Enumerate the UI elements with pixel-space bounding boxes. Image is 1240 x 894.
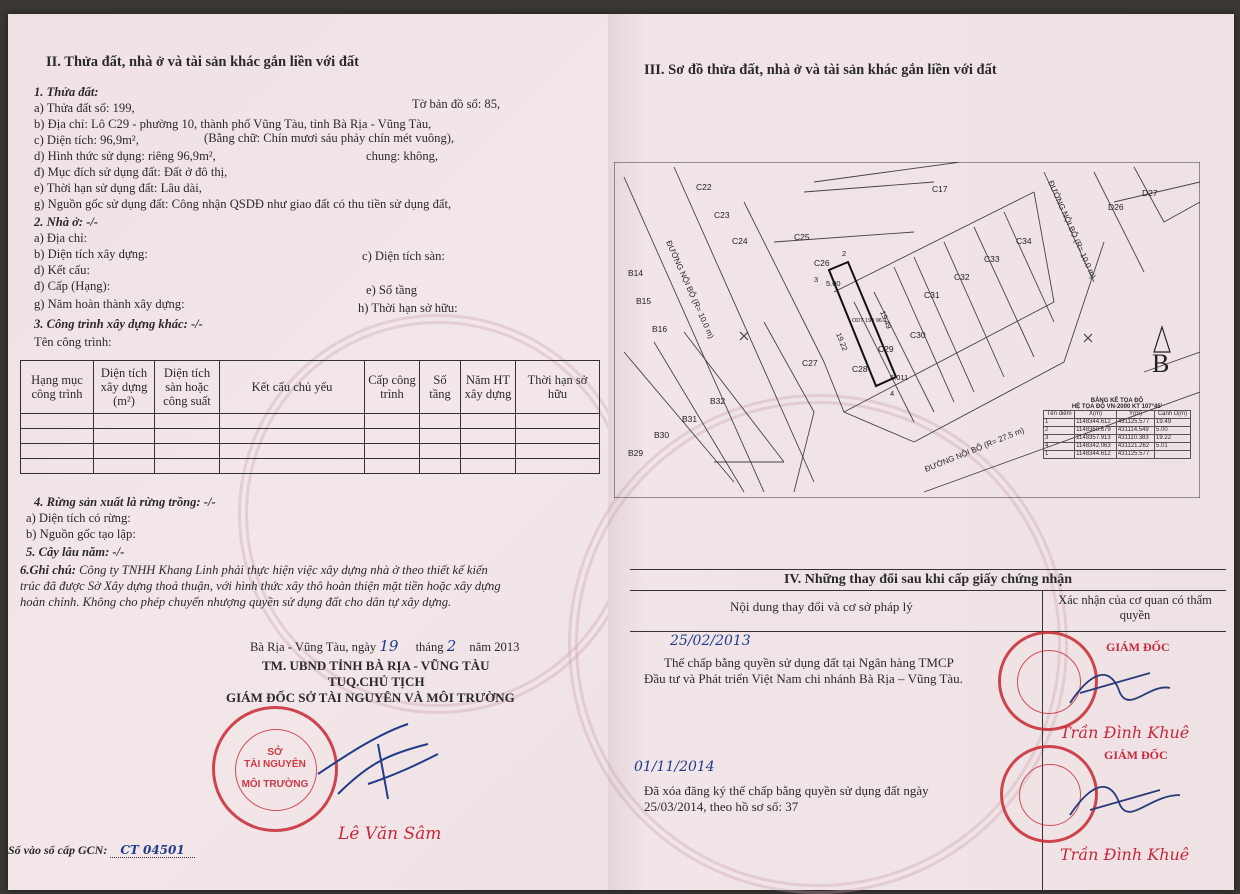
lot-d26: D26 [1108,202,1124,212]
s2-c: c) Diện tích sàn: [362,249,445,263]
section3-title: III. Sơ đồ thửa đất, nhà ở và tài sản khác gắn liền với đất [644,62,997,78]
stamp-text-1: SỞ [267,747,283,758]
lot-c27: C27 [802,358,818,368]
gcn-label: Số vào sổ cấp GCN: [8,843,108,857]
sign-line2: TUQ.CHỦ TỊCH [328,674,425,689]
coord-cell: 1148344.612 [1075,419,1117,427]
gcn-value: CT 04501 [110,843,194,858]
lot-c24: C24 [732,236,748,246]
coord-cell: 431114.549 [1116,427,1154,435]
lot-c31: C31 [924,290,940,300]
coord-subtitle: HỆ TỌA ĐỘ VN-2000 KT 107°45' [1071,404,1163,410]
lot-c26: C26 [814,258,830,268]
table-row [21,429,600,444]
s2-dd: đ) Cấp (Hạng): [34,279,111,293]
lot-b14: B14 [628,268,644,278]
north-arrow [1152,327,1170,378]
stamp-text-2: TÀI NGUYÊN [244,759,306,770]
s6-note-line1 [20,562,488,578]
entry2-date: 01/11/2014 [634,759,715,775]
s2-g: g) Năm hoàn thành xây dựng: [34,297,185,311]
th-item: Hạng mục công trình [21,361,94,414]
svg-text:4: 4 [890,389,895,398]
s1-a: a) Thửa đất số: 199, [34,101,135,115]
lot-b31: B31 [682,414,698,424]
entry2-title: GIÁM ĐỐC [1104,748,1168,762]
lot-c34: C34 [1016,236,1032,246]
coord-h-point: Tên điểm [1044,411,1075,419]
s6-line1: Công ty TNHH Khang Linh phải thực hiện việc xây dựng nhà ở theo thiết kế kiến [75,563,488,577]
dim-bottom: 5.01 [890,373,905,382]
th-build-area: Diện tích xây dựng (m²) [94,361,155,414]
lot-b15: B15 [636,296,652,306]
coord-cell: 2 [1044,427,1075,435]
coord-cell: 3 [1044,435,1075,443]
coord-cell: 5.01 [1155,443,1191,451]
coord-cell: 19.22 [1155,435,1191,443]
lot-c30: C30 [910,330,926,340]
th-floors: Số tầng [420,361,461,414]
s3-name: Tên công trình: [34,335,112,349]
s1-c: c) Diện tích: 96,9m², [34,133,139,147]
left-page [8,14,608,890]
dim-top: 5.00 [826,279,841,288]
entry1-text2: Đầu tư và Phát triển Việt Nam chi nhánh Bà Rịa – Vũng Tàu. [644,671,963,686]
entry1-text1: Thế chấp bằng quyền sử dụng đất tại Ngân hàng TMCP [664,655,954,670]
lot-c23: C23 [714,210,730,220]
date-year: năm 2013 [469,640,520,654]
lot-c32: C32 [954,272,970,282]
lot-c28: C28 [852,364,868,374]
th-ownership: Thời hạn sở hữu [516,361,600,414]
coord-cell: 1 [1044,451,1075,459]
coord-cell: 431125.577 [1116,419,1154,427]
table-row [1044,427,1191,435]
coord-cell: 431110.383 [1116,435,1154,443]
svg-text:2: 2 [842,249,847,258]
structures-table [20,360,600,474]
svg-text:1: 1 [904,373,909,382]
dim-left: 19.22 [834,331,850,353]
road-label-2: ĐƯỜNG NỘI BỘ (R= 10.0 m) [1046,179,1098,280]
col2-header: Xác nhận của cơ quan có thẩm quyền [1058,593,1212,622]
s2-e: e) Số tầng [366,283,418,297]
table-row [1044,443,1191,451]
certificate-paper [8,14,1234,890]
issue-date [250,638,519,655]
signer-name: Lê Văn Sâm [338,824,442,844]
coord-h-y: Y(m) [1116,411,1154,419]
date-month-label: tháng [415,640,444,654]
parcel-label: ODT 199 96.9 [852,318,887,324]
s6-label: 6.Ghi chú: [20,563,76,577]
s2-a: a) Địa chỉ: [34,231,88,245]
coord-h-d: Cạnh D(m) [1155,411,1191,419]
table-row [1044,451,1191,459]
coord-cell: 1148357.913 [1075,435,1117,443]
entry1-name: Trần Đình Khuê [1060,723,1190,742]
s1-d: d) Hình thức sử dụng: riêng 96,9m², [34,149,216,163]
entry2-text1: Đã xóa đăng ký thế chấp bằng quyền sử dụng đất ngày [644,783,929,798]
s2-b: b) Diện tích xây dựng: [34,247,148,261]
lot-c22: C22 [696,182,712,192]
s1-b: b) Địa chỉ: Lô C29 - phường 10, thành phố Vũng Tàu, tỉnh Bà Rịa - Vũng Tàu, [34,117,432,131]
coord-cell: 5.00 [1155,427,1191,435]
coord-cell: 431121.262 [1116,443,1154,451]
s3-title: 3. Công trình xây dựng khác: -/- [34,317,203,331]
s1-c-words: (Bằng chữ: Chín mươi sáu phảy chín mét vuông), [204,131,455,145]
lot-d27: D27 [1142,188,1158,198]
coordinate-table [1043,398,1191,459]
th-year: Năm HT xây dựng [461,361,516,414]
s1-a-sheet: Tờ bản đồ số: 85, [412,97,501,111]
coord-cell: 1148342.063 [1075,443,1117,451]
coord-cell: 1148360.679 [1075,427,1117,435]
coord-cell: 431125.577 [1116,451,1154,459]
table-row [21,414,600,429]
lot-b16: B16 [652,324,668,334]
stamp-text-3: MÔI TRƯỜNG [241,779,309,790]
gcn-number [8,842,195,858]
s2-d: d) Kết cấu: [34,263,90,277]
s1-title: 1. Thửa đất: [34,85,99,99]
coord-title: BẢNG KÊ TỌA ĐỘ [1090,398,1144,404]
entry1-title: GIÁM ĐỐC [1106,640,1170,654]
lot-c17: C17 [932,184,948,194]
dim-right: 19.49 [878,309,894,331]
entry2-name: Trần Đình Khuê [1060,845,1190,864]
date-place: Bà Rịa - Vũng Tàu, ngày [250,640,377,654]
road-label-1: ĐƯỜNG NỘI BỘ (R= 10.0 m) [664,239,716,340]
table-row [1044,435,1191,443]
date-day: 19 [379,637,399,655]
s1-dd: đ) Mục đích sử dụng đất: Đất ở đô thị, [34,165,228,179]
th-structure: Kết cấu chủ yếu [220,361,365,414]
col1-header: Nội dung thay đổi và cơ sở pháp lý [730,599,913,614]
s4-title: 4. Rừng sản xuất là rừng trồng: -/- [34,495,216,509]
s6-line2: trúc đã được Sở Xây dựng thoả thuận, với hình thức xây thô hoàn thiện mặt tiền hoặc xây dựng [20,579,501,593]
coord-cell: 4 [1044,443,1075,451]
coord-cell: 19.49 [1155,419,1191,427]
road-label-3: ĐƯỜNG NỘI BỘ (R= 27.5 m) [923,425,1026,474]
coord-cell: 1148344.612 [1075,451,1117,459]
s1-g: g) Nguồn gốc sử dụng đất: Công nhận QSDĐ như giao đất có thu tiền sử dụng đất, [34,197,452,211]
signature-entry1 [1060,653,1200,723]
s1-d-common: chung: không, [366,149,439,163]
coord-cell: 1 [1044,419,1075,427]
table-row [21,444,600,459]
s5-title: 5. Cây lâu năm: -/- [26,545,125,559]
date-month: 2 [446,637,457,655]
signature-left [308,714,448,804]
th-floor-area: Diện tích sàn hoặc công suất [155,361,220,414]
lot-c25: C25 [794,232,810,242]
lot-c33: C33 [984,254,1000,264]
lot-b29: B29 [628,448,644,458]
s2-title: 2. Nhà ở: -/- [34,215,99,229]
s1-e: e) Thời hạn sử dụng đất: Lâu dài, [34,181,202,195]
entry1-date: 25/02/2013 [670,633,751,649]
table-row [21,459,600,474]
changes-section [630,569,1226,889]
entry2-text2: 25/03/2014, theo hồ sơ số: 37 [644,799,799,814]
section2-title: II. Thửa đất, nhà ở và tài sản khác gắn liền với đất [46,54,359,70]
coord-h-x: X(m) [1075,411,1117,419]
th-grade: Cấp công trình [365,361,420,414]
table-header-row [21,361,600,414]
s4-a: a) Diện tích có rừng: [26,511,131,525]
coord-header-row [1044,411,1191,419]
s2-h: h) Thời hạn sở hữu: [358,301,458,315]
table-row [1044,419,1191,427]
svg-text:3: 3 [814,275,819,284]
lot-b30: B30 [654,430,670,440]
lot-c29: C29 [878,344,894,354]
north-label: B [1152,349,1170,378]
s4-b: b) Nguồn gốc tạo lập: [26,527,136,541]
sign-line3: GIÁM ĐỐC SỞ TÀI NGUYÊN VÀ MÔI TRƯỜNG [226,690,515,705]
signature-entry2 [1060,765,1200,835]
coord-cell [1155,451,1191,459]
sign-line1: TM. UBND TỈNH BÀ RỊA - VŨNG TÀU [262,658,490,673]
section4-title: IV. Những thay đổi sau khi cấp giấy chứng nhận [630,569,1226,591]
s6-line3: hoàn chỉnh. Không cho phép chuyển nhượng quyền sử dụng đất cho dân tự xây dựng. [20,595,452,609]
lot-b32: B32 [710,396,726,406]
